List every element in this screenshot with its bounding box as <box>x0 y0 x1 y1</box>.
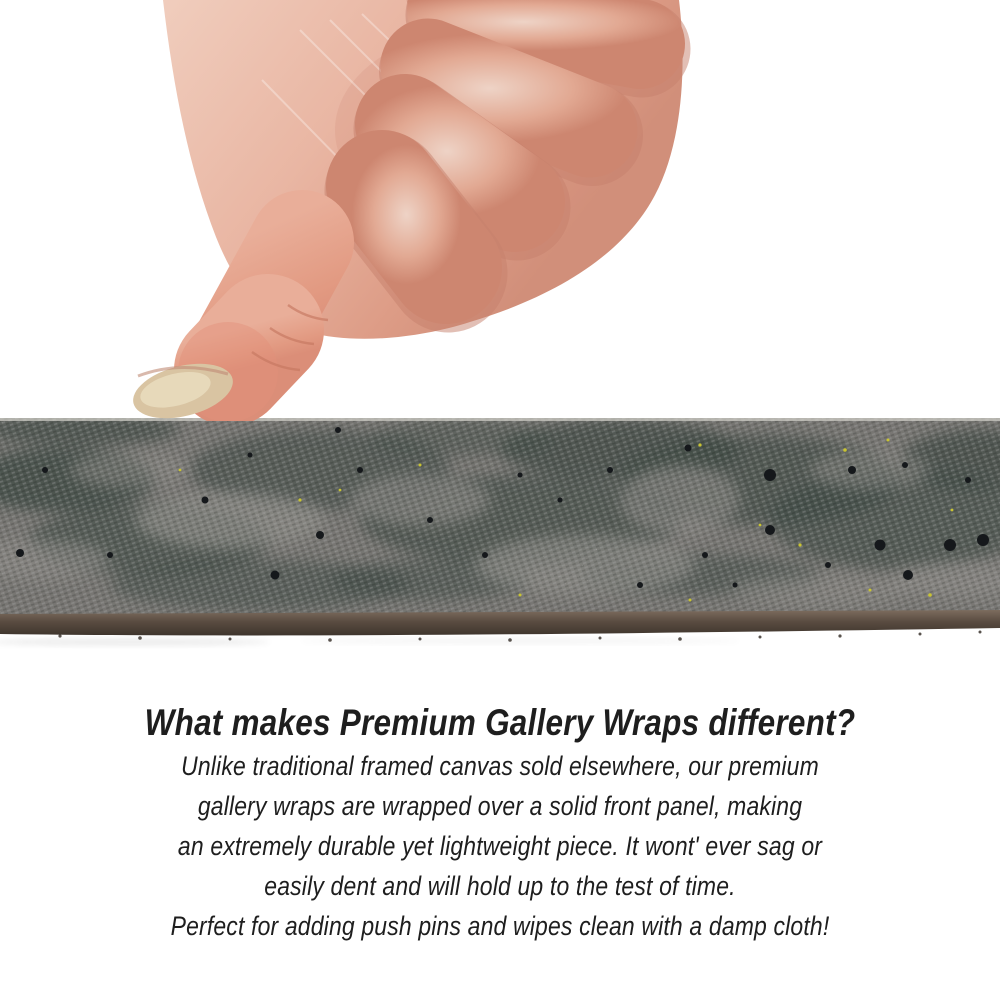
description-line-3: an extremely durable yet lightweight piece. It wont' ever sag or <box>177 831 823 861</box>
canvas-edge-band <box>0 610 1000 642</box>
description-block <box>0 700 1000 946</box>
description-line-2: gallery wraps are wrapped over a solid front panel, making <box>197 791 803 821</box>
canvas-texture <box>0 418 1000 615</box>
hand-graphic <box>0 0 1000 421</box>
description-line-1: Unlike traditional framed canvas sold elsewhere, our premium <box>181 751 819 781</box>
canvas-strip <box>0 418 1000 650</box>
description-line-5: Perfect for adding push pins and wipes clean with a damp cloth! <box>170 911 830 941</box>
description-line-4: easily dent and will hold up to the test of time. <box>264 871 736 901</box>
canvas-strip-graphic <box>0 418 1000 650</box>
finger-index <box>382 186 448 273</box>
panel-shadow <box>0 638 740 646</box>
thumb <box>127 242 328 421</box>
description-heading: What makes Premium Gallery Wraps different? <box>144 702 856 743</box>
hand-photo <box>0 0 1000 421</box>
